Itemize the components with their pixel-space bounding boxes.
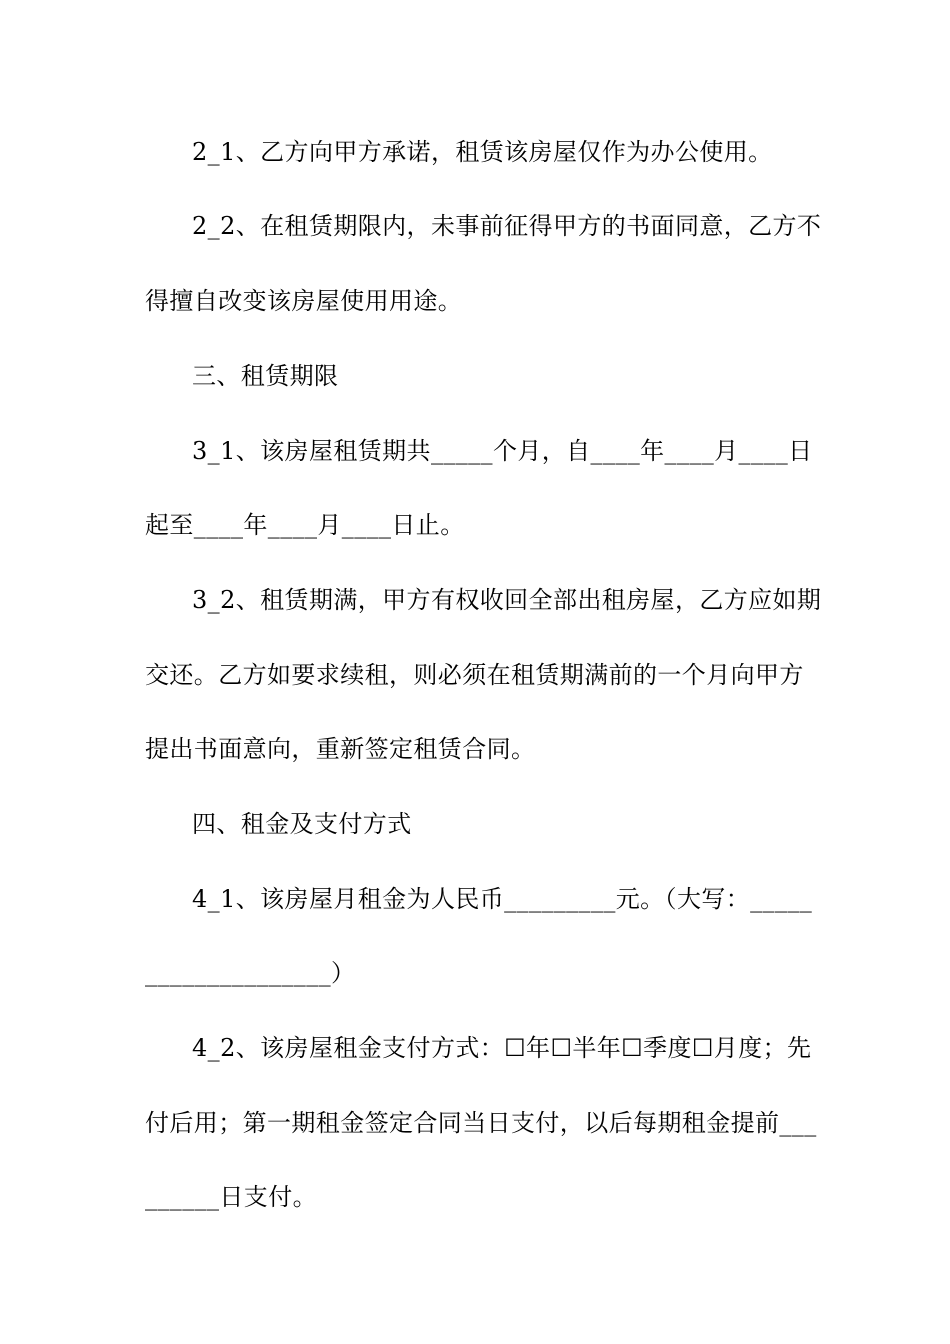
clause-4-1-cont: _______________） xyxy=(145,959,356,987)
clause-3-2-cont-2: 提出书面意向，重新签定租赁合同。 xyxy=(145,735,536,763)
clause-4-2-cont-1: 付后用；第一期租金签定合同当日支付，以后每期租金提前___ xyxy=(145,1109,817,1137)
clause-3-2-cont-1: 交还。乙方如要求续租，则必须在租赁期满前的一个月向甲方 xyxy=(145,661,804,689)
section-heading-4: 四、租金及支付方式 xyxy=(192,810,412,838)
clause-4-1: 4_1、该房屋月租金为人民币_________元。（大写：_____ xyxy=(192,885,813,913)
clause-3-1: 3_1、该房屋租赁期共_____个月，自____年____月____日 xyxy=(192,437,813,465)
clause-4-2-cont-2: ______日支付。 xyxy=(145,1183,317,1211)
clause-3-2: 3_2、租赁期满，甲方有权收回全部出租房屋，乙方应如期 xyxy=(192,586,822,614)
section-heading-3: 三、租赁期限 xyxy=(192,362,339,390)
clause-2-2-cont: 得擅自改变该房屋使用用途。 xyxy=(145,287,463,315)
clause-4-2: 4_2、该房屋租金支付方式：☐年☐半年☐季度☐月度；先 xyxy=(192,1034,812,1062)
clause-2-1: 2_1、乙方向甲方承诺，租赁该房屋仅作为办公使用。 xyxy=(192,138,773,166)
clause-2-2: 2_2、在租赁期限内，未事前征得甲方的书面同意，乙方不 xyxy=(192,212,822,240)
clause-3-1-cont: 起至____年____月____日止。 xyxy=(145,511,465,539)
